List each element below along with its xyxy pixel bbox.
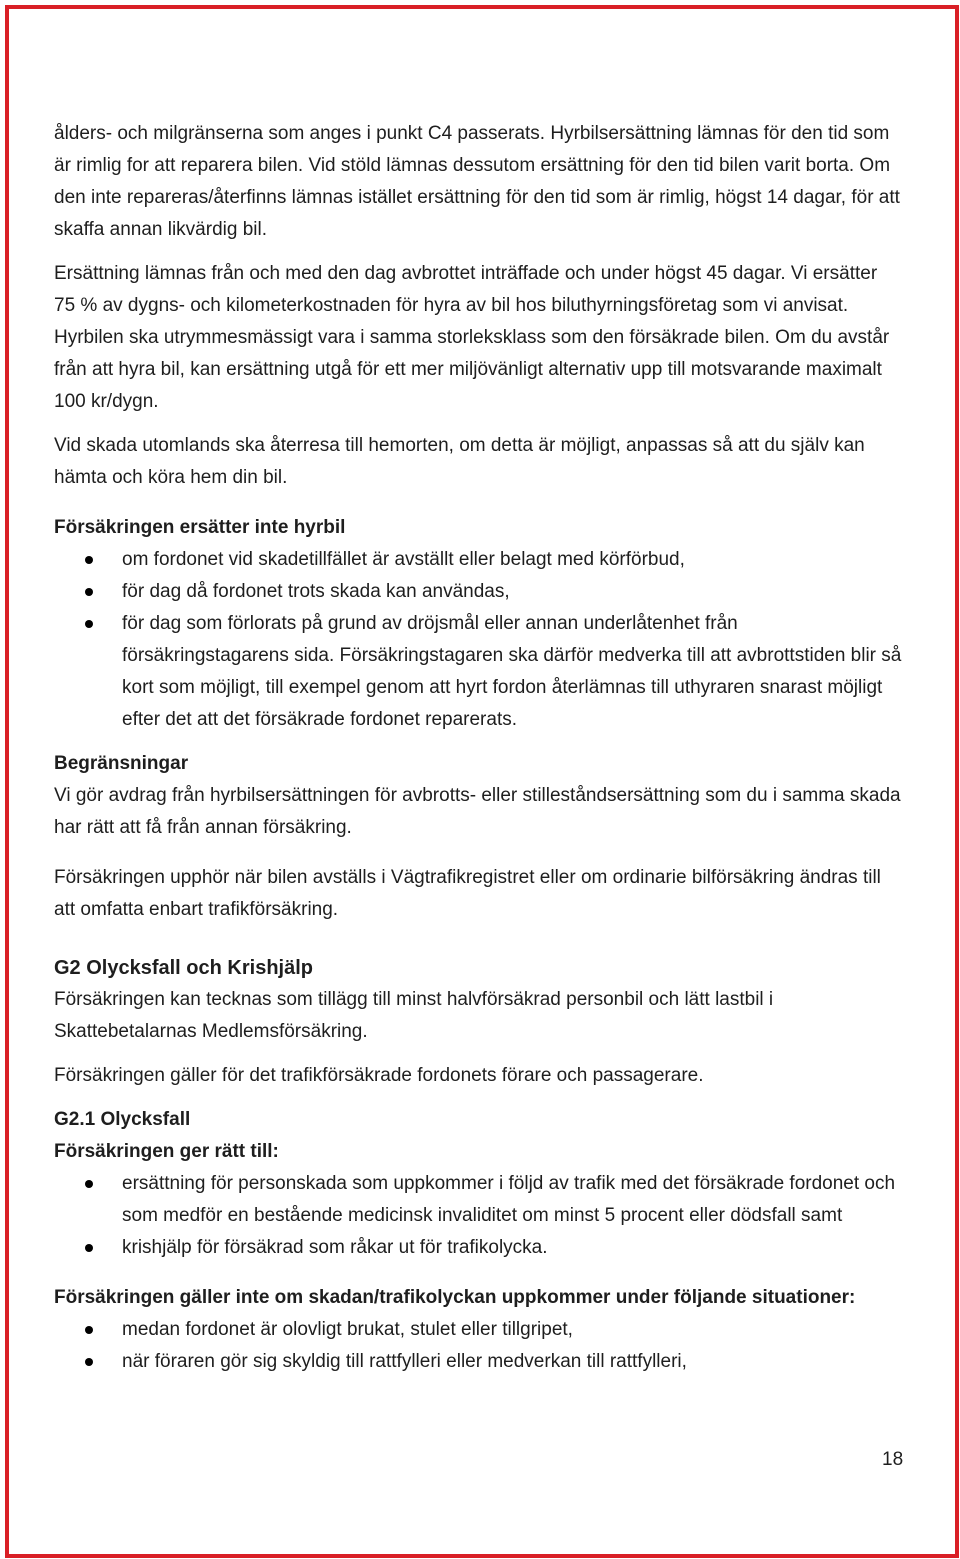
paragraph-compensation: Ersättning lämnas från och med den dag avbrottet inträffade och under högst 45 dagar. Vi ersätter 75 % av dygns- och kilometerkostnaden för hyra av bil hos biluthyrningsföretag som vi anvisat. Hyrbilen ska utrymmesmässigt vara i samma storleksklass som den försäkrade bilen. Om du avstår från att hyra bil, kan ersättning utgå för ett mer miljövänligt alternativ upp till motsvarande maximalt 100 kr/dygn.	[54, 263, 890, 412]
paragraph-g2-scope: Försäkringen gäller för det trafikförsäkrade fordonets förare och passagerare.	[54, 1065, 704, 1086]
list-item: när föraren gör sig skyldig till rattfylleri eller medverkan till rattfylleri,	[54, 1346, 902, 1378]
section-title-g2: G2 Olycksfall och Krishjälp	[54, 957, 313, 979]
rights-list	[54, 1168, 902, 1264]
heading-not-covered: Försäkringen ersätter inte hyrbil	[54, 517, 346, 538]
list-item: om fordonet vid skadetillfället är avställt eller belagt med körförbud,	[54, 544, 902, 576]
section-title-g21: G2.1 Olycksfall	[54, 1109, 191, 1130]
paragraph-termination: Försäkringen upphör när bilen avställs i Vägtrafikregistret eller om ordinarie bilförsäkring ändras till att omfatta enbart trafikförsäkring.	[54, 867, 881, 920]
paragraph-limitations: Vi gör avdrag från hyrbilsersättningen för avbrotts- eller stilleståndsersättning som du i samma skada har rätt att få från annan försäkring.	[54, 785, 901, 838]
bullet-icon	[85, 1358, 93, 1366]
paragraph-abroad: Vid skada utomlands ska återresa till hemorten, om detta är möjligt, anpassas så att du själv kan hämta och köra hem din bil.	[54, 435, 865, 488]
list-item: för dag som förlorats på grund av dröjsmål eller annan underlåtenhet från försäkringstagarens sida. Försäkringstagaren ska därför medverka till att avbrottstiden blir så kort som möjligt, till exempel genom att hyrt fordon återlämnas till uthyraren snarast möjligt efter det att det försäkrade fordonet reparerats.	[54, 608, 902, 736]
heading-rights: Försäkringen ger rätt till:	[54, 1141, 279, 1162]
bullet-icon	[85, 1326, 93, 1334]
bullet-icon	[85, 588, 93, 596]
bullet-icon	[85, 620, 93, 628]
page-number: 18	[882, 1449, 904, 1470]
list-item: krishjälp för försäkrad som råkar ut för trafikolycka.	[54, 1232, 902, 1264]
not-covered-list	[54, 544, 902, 736]
list-item: för dag då fordonet trots skada kan användas,	[54, 576, 902, 608]
paragraph-rental-period: ålders- och milgränserna som anges i punkt C4 passerats. Hyrbilsersättning lämnas för den tid som är rimlig for att reparera bilen. Vid stöld lämnas dessutom ersättning för den tid bilen varit borta. Om den inte repareras/återfinns lämnas istället ersättning för den tid som är rimlig, högst 14 dagar, för att skaffa annan likvärdig bil.	[54, 123, 900, 240]
heading-limitations: Begränsningar	[54, 753, 189, 774]
bullet-icon	[85, 1244, 93, 1252]
exclusions-list	[54, 1314, 902, 1378]
list-item: medan fordonet är olovligt brukat, stulet eller tillgripet,	[54, 1314, 902, 1346]
bullet-icon	[85, 1180, 93, 1188]
document-body	[54, 118, 902, 1378]
bullet-icon	[85, 556, 93, 564]
list-item: ersättning för personskada som uppkommer i följd av trafik med det försäkrade fordonet och som medför en bestående medicinsk invaliditet om minst 5 procent eller dödsfall samt	[54, 1168, 902, 1232]
heading-exclusions: Försäkringen gäller inte om skadan/trafikolyckan uppkommer under följande situationer:	[54, 1287, 856, 1308]
paragraph-g2-addon: Försäkringen kan tecknas som tillägg till minst halvförsäkrad personbil och lätt lastbil i Skattebetalarnas Medlemsförsäkring.	[54, 989, 774, 1042]
